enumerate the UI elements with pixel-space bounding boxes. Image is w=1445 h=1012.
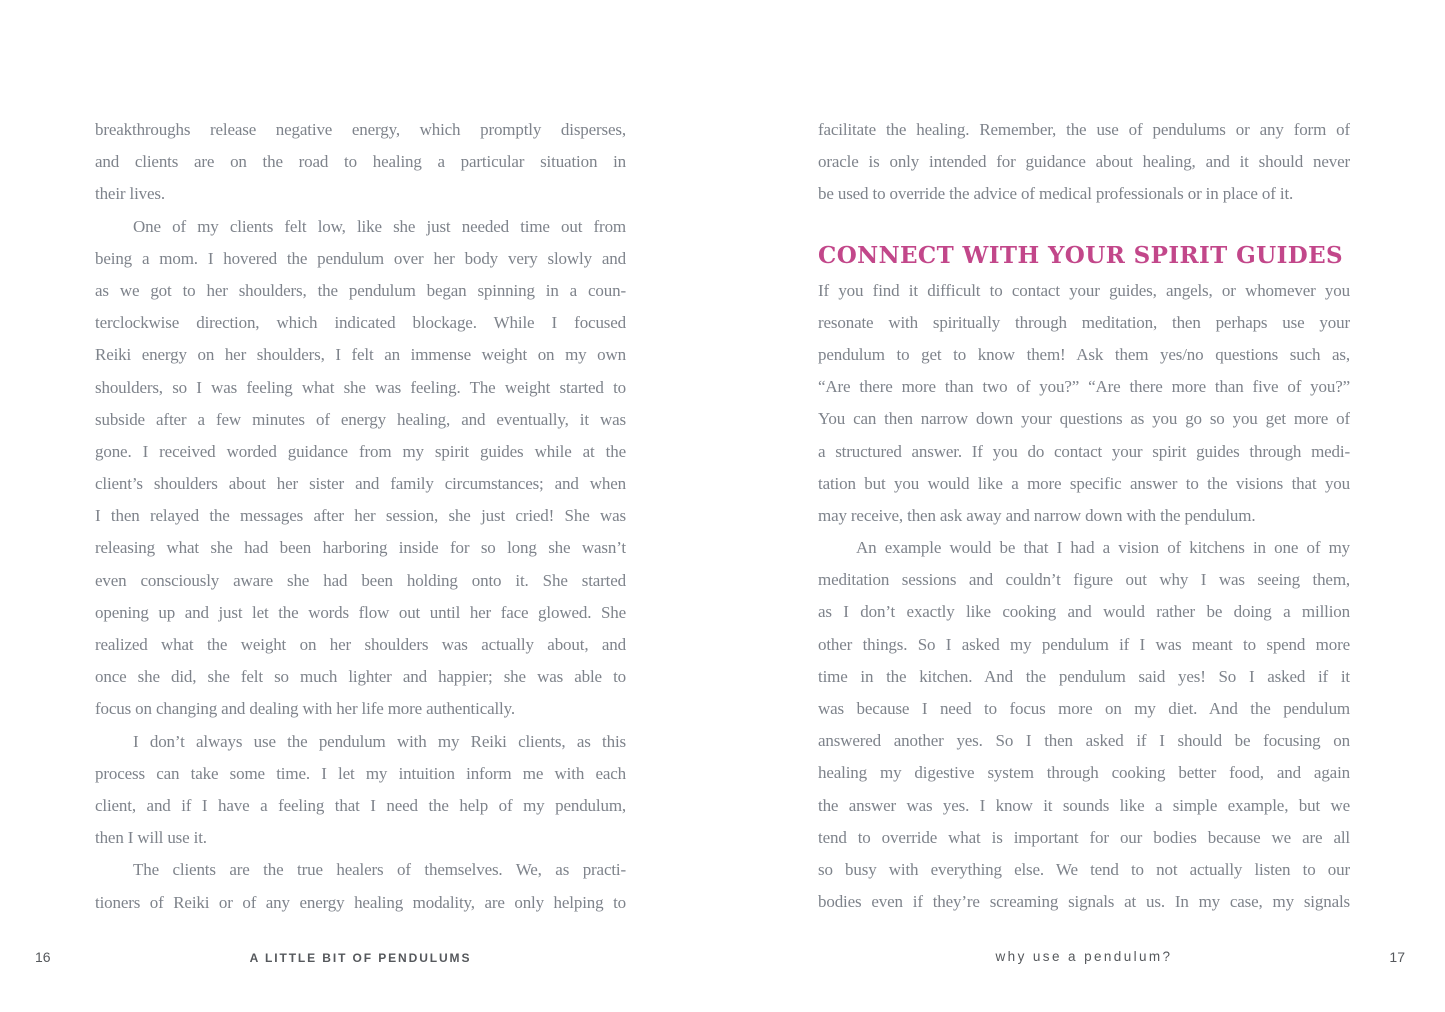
text-line: being a mom. I hovered the pendulum over her body very slowly and bbox=[95, 248, 626, 268]
text-line: was because I need to focus more on my diet. And the pendulum bbox=[818, 699, 1350, 718]
text-line: oracle is only intended for guidance about healing, and it should never bbox=[818, 152, 1350, 172]
paragraph bbox=[818, 275, 1350, 533]
text-line: even consciously aware she had been holding onto it. She started bbox=[95, 570, 626, 590]
left-page-number: 16 bbox=[35, 949, 51, 965]
text-line: tation but you would like a more specific answer to the visions that you bbox=[818, 473, 1350, 493]
left-running-footer: A LITTLE BIT OF PENDULUMS bbox=[249, 951, 472, 965]
text-line: gone. I received worded guidance from my spirit guides while at the bbox=[95, 441, 626, 461]
text-line: Reiki energy on her shoulders, I felt an immense weight on my own bbox=[95, 345, 626, 365]
text-line: facilitate the healing. Remember, the use of pendulums or any form of bbox=[818, 120, 1350, 139]
text-line: other things. So I asked my pendulum if I was meant to spend more bbox=[818, 634, 1350, 654]
text-line: answered another yes. So I then asked if I should be focusing on bbox=[818, 731, 1350, 751]
right-page-intro bbox=[818, 114, 1350, 211]
section-heading: CONNECT WITH YOUR SPIRIT GUIDES bbox=[818, 241, 1344, 269]
text-line: releasing what she had been harboring inside for so long she wasn’t bbox=[95, 538, 626, 558]
text-line: as we got to her shoulders, the pendulum began spinning in a coun- bbox=[95, 280, 626, 300]
text-line: If you find it difficult to contact your guides, angels, or whomever you bbox=[818, 280, 1350, 300]
text-line: client’s shoulders about her sister and family circumstances; and when bbox=[95, 474, 626, 494]
text-line: and clients are on the road to healing a particular situation in bbox=[95, 152, 626, 172]
text-line: bodies even if they’re screaming signals at us. In my case, my signals bbox=[818, 892, 1350, 912]
text-line: breakthroughs release negative energy, which promptly disperses, bbox=[95, 120, 626, 139]
paragraph bbox=[95, 854, 626, 918]
text-line: may receive, then ask away and narrow down with the pendulum. bbox=[818, 505, 1256, 525]
text-line: opening up and just let the words flow out until her face glowed. She bbox=[95, 602, 626, 622]
text-line: “Are there more than two of you?” “Are there more than five of you?” bbox=[818, 377, 1350, 397]
text-line: process can take some time. I let my intuition inform me with each bbox=[95, 763, 626, 783]
text-line: a structured answer. If you do contact your spirit guides through medi- bbox=[818, 441, 1350, 461]
right-page-section-body bbox=[818, 275, 1350, 919]
text-line: their lives. bbox=[95, 184, 165, 204]
text-line: subside after a few minutes of energy healing, and eventually, it was bbox=[95, 409, 626, 429]
text-line: realized what the weight on her shoulders was actually about, and bbox=[95, 635, 626, 654]
text-line: focus on changing and dealing with her life more authentically. bbox=[95, 699, 515, 719]
text-line: You can then narrow down your questions as you go so you get more of bbox=[818, 409, 1350, 429]
paragraph bbox=[818, 532, 1350, 918]
text-line: be used to override the advice of medical professionals or in place of it. bbox=[818, 184, 1294, 204]
text-line: tioners of Reiki or of any energy healing modality, are only helping to bbox=[95, 892, 626, 912]
text-line: pendulum to get to know them! Ask them yes/no questions such as, bbox=[818, 344, 1350, 364]
text-line: meditation sessions and couldn’t figure out why I was seeing them, bbox=[818, 570, 1350, 590]
text-line: once she did, she felt so much lighter and happier; she was able to bbox=[95, 667, 626, 687]
right-page-number: 17 bbox=[1389, 949, 1405, 965]
text-line: then I will use it. bbox=[95, 828, 207, 848]
text-line: I don’t always use the pendulum with my Reiki clients, as this bbox=[133, 731, 626, 751]
text-line: The clients are the true healers of themselves. We, as practi- bbox=[133, 860, 626, 880]
paragraph bbox=[95, 726, 626, 855]
text-line: One of my clients felt low, like she just needed time out from bbox=[133, 216, 626, 236]
paragraph bbox=[818, 114, 1350, 211]
text-line: An example would be that I had a vision of kitchens in one of my bbox=[856, 538, 1350, 558]
text-line: I then relayed the messages after her session, she just cried! She was bbox=[95, 506, 626, 526]
text-line: the answer was yes. I know it sounds like a simple example, but we bbox=[818, 795, 1350, 815]
text-line: time in the kitchen. And the pendulum said yes! So I asked if it bbox=[818, 666, 1350, 686]
right-running-footer: why use a pendulum? bbox=[995, 949, 1173, 964]
text-line: resonate with spiritually through meditation, then perhaps use your bbox=[818, 312, 1350, 332]
right-page-text-column bbox=[818, 114, 1350, 918]
text-line: client, and if I have a feeling that I need the help of my pendulum, bbox=[95, 795, 626, 815]
text-line: terclockwise direction, which indicated blockage. While I focused bbox=[95, 313, 626, 333]
text-line: shoulders, so I was feeling what she was feeling. The weight started to bbox=[95, 377, 626, 397]
text-line: tend to override what is important for our bodies because we are all bbox=[818, 827, 1350, 847]
paragraph bbox=[95, 114, 626, 211]
text-line: healing my digestive system through cooking better food, and again bbox=[818, 763, 1350, 783]
text-line: as I don’t exactly like cooking and would rather be doing a million bbox=[818, 602, 1350, 622]
left-page-text-column bbox=[95, 114, 626, 919]
paragraph bbox=[95, 211, 626, 726]
text-line: so busy with everything else. We tend to not actually listen to our bbox=[818, 859, 1350, 879]
